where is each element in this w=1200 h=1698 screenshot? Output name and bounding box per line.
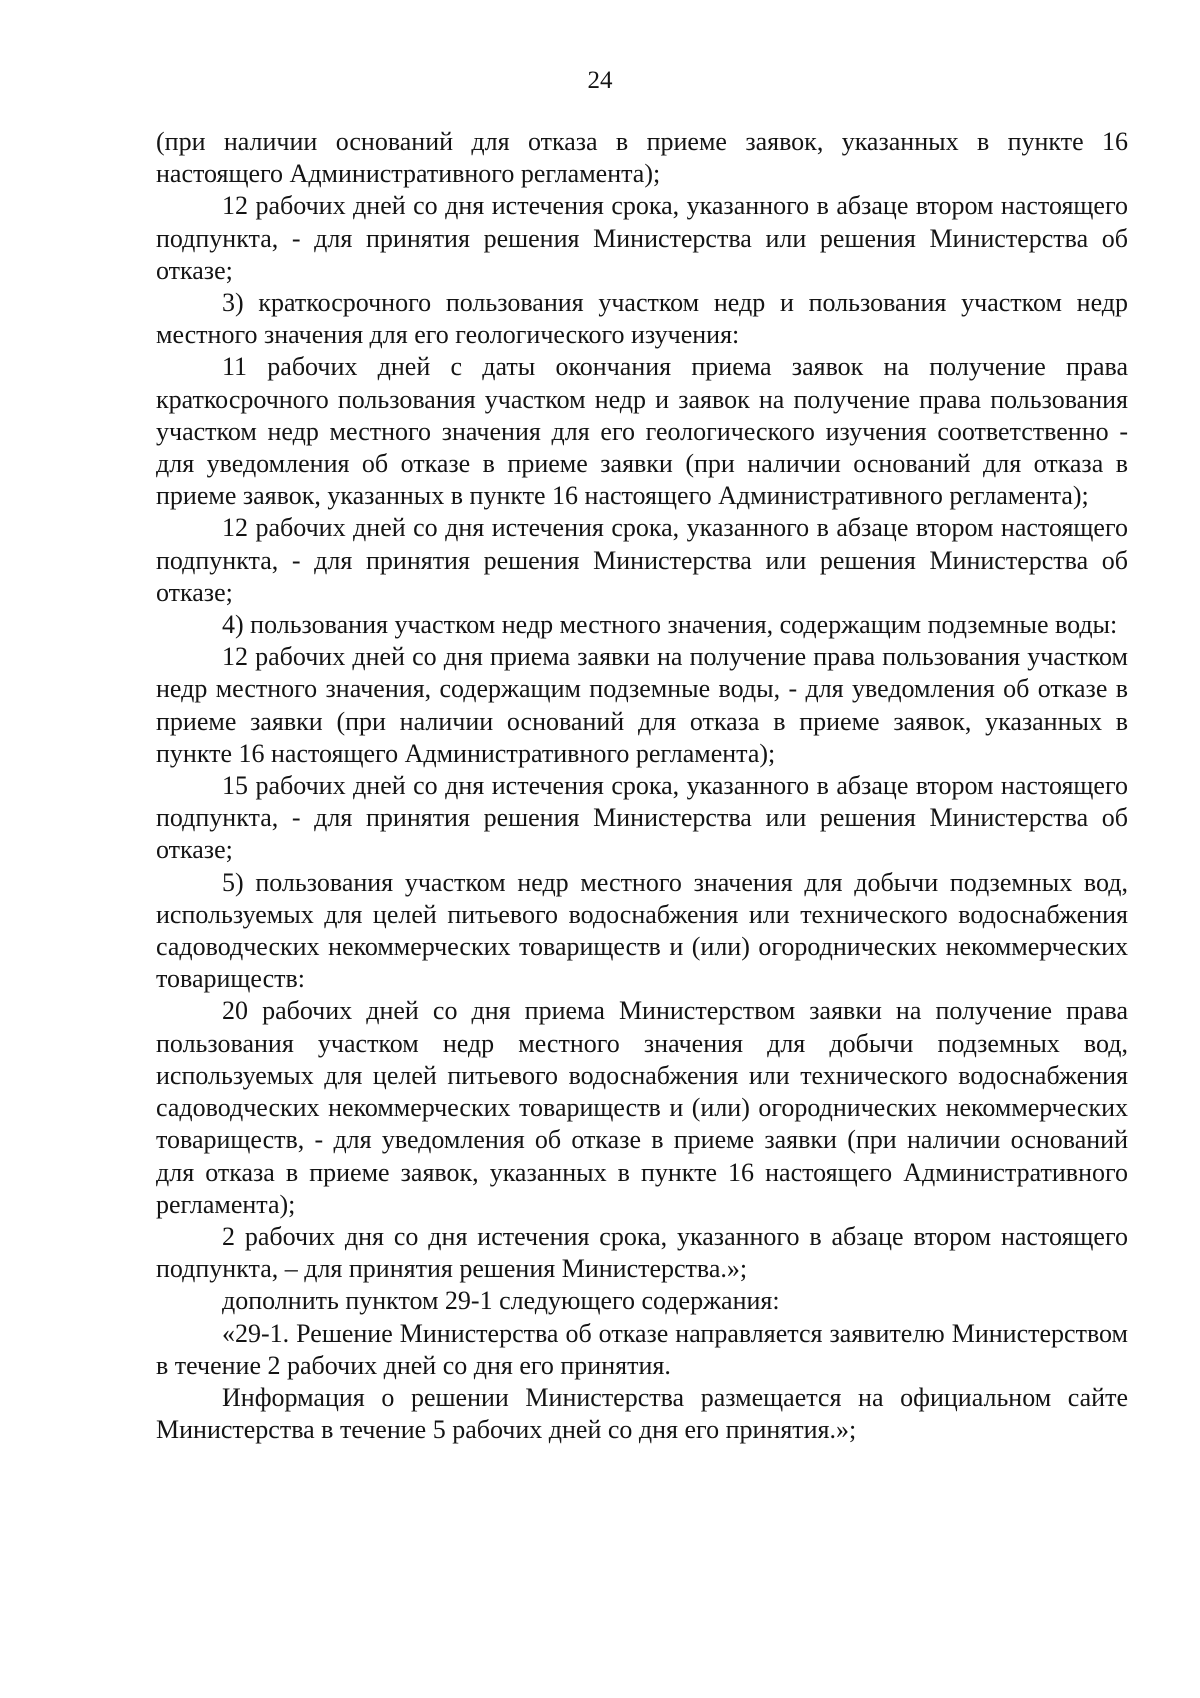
- paragraph: (при наличии оснований для отказа в приеме заявок, указанных в пункте 16 настоящего Административного регламента);: [156, 127, 1128, 189]
- paragraph: 2 рабочих дня со дня истечения срока, указанного в абзаце втором настоящего подпункта, – для принятия решения Министерства.»;: [156, 1221, 1128, 1284]
- paragraph: дополнить пунктом 29-1 следующего содержания:: [222, 1286, 780, 1316]
- paragraph: 4) пользования участком недр местного значения, содержащим подземные воды:: [222, 610, 1118, 640]
- paragraph: 12 рабочих дней со дня истечения срока, указанного в абзаце втором настоящего подпункта, - для принятия решения Министерства или решения Министерства об отказе;: [156, 513, 1128, 607]
- paragraph: 12 рабочих дней со дня истечения срока, указанного в абзаце втором настоящего подпункта, - для принятия решения Министерства или решения Министерства об отказе;: [156, 191, 1128, 285]
- paragraph: «29-1. Решение Министерства об отказе направляется заявителю Министерством в течение 2 рабочих дней со дня его принятия.: [156, 1318, 1128, 1380]
- paragraph: 3) краткосрочного пользования участком недр и пользования участком недр местного значения для его геологического изучения:: [156, 288, 1128, 350]
- page-number: 24: [587, 67, 613, 94]
- paragraph: 5) пользования участком недр местного значения для добычи подземных вод, используемых для целей питьевого водоснабжения или технического водоснабжения садоводческих некоммерческих товариществ и (или) огороднических некоммерческих товариществ:: [156, 867, 1128, 994]
- paragraph: 12 рабочих дней со дня приема заявки на получение права пользования участком недр местного значения, содержащим подземные воды, - для уведомления об отказе в приеме заявки (при наличии оснований для отказа в приеме заявок, указанных в пункте 16 настоящего Административного регламента);: [156, 642, 1128, 768]
- paragraph: 15 рабочих дней со дня истечения срока, указанного в абзаце втором настоящего подпункта, - для принятия решения Министерства или решения Министерства об отказе;: [156, 771, 1128, 865]
- document-body: [156, 126, 1128, 1446]
- paragraph: Информация о решении Министерства размещается на официальном сайте Министерства в течение 5 рабочих дней со дня его принятия.»;: [156, 1382, 1128, 1445]
- paragraph: 20 рабочих дней со дня приема Министерством заявки на получение права пользования участком недр местного значения для добычи подземных вод, используемых для целей питьевого водоснабжения или технического водоснабжения садоводческих некоммерческих товариществ и (или) огороднических некоммерческих товариществ, - для уведомления об отказе в приеме заявки (при наличии оснований для отказа в приеме заявок, указанных в пункте 16 настоящего Административного регламента);: [156, 996, 1128, 1219]
- paragraph: 11 рабочих дней с даты окончания приема заявок на получение права краткосрочного пользования участком недр и заявок на получение права пользования участком недр местного значения для его геологического изучения соответственно - для уведомления об отказе в приеме заявки (при наличии оснований для отказа в приеме заявок, указанных в пункте 16 настоящего Административного регламента);: [156, 352, 1128, 511]
